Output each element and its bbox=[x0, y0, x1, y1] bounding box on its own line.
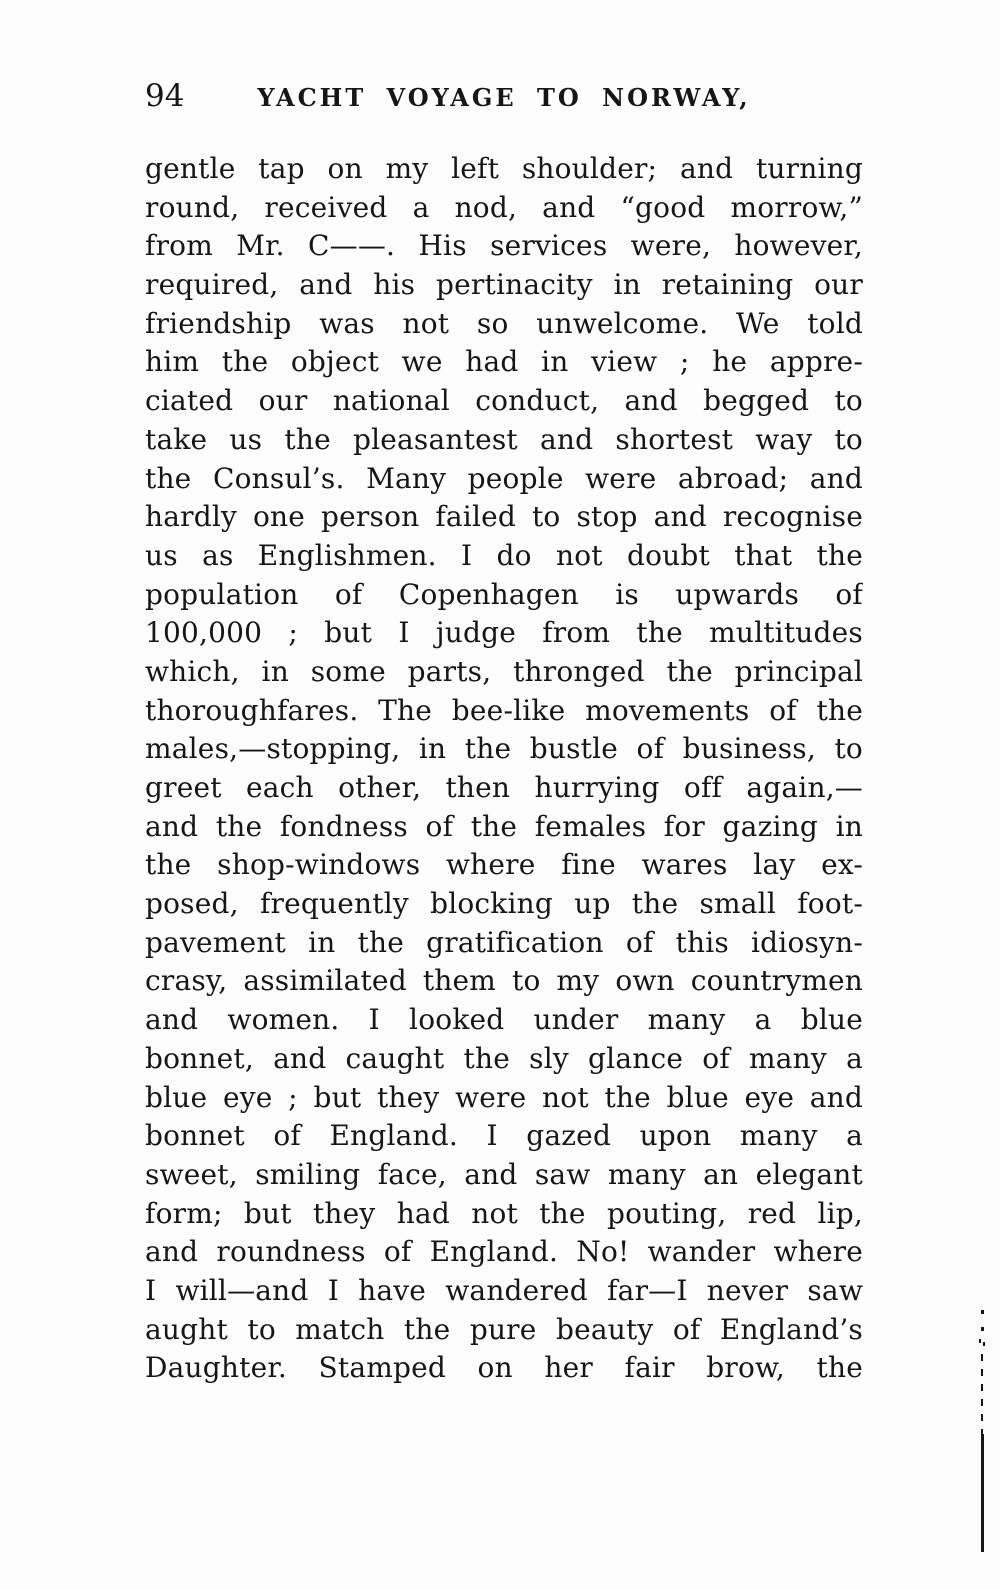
scan-speck bbox=[979, 1339, 981, 1343]
text-line: crasy, assimilated them to my own countrymen bbox=[145, 964, 863, 998]
text-line: the shop-windows where fine wares lay ex- bbox=[145, 848, 863, 882]
scan-artifact-dashed-segment bbox=[981, 1354, 983, 1434]
text-line: 100,000 ; but I judge from the multitudes bbox=[145, 616, 863, 650]
text-line: form; but they had not the pouting, red lip, bbox=[145, 1196, 863, 1230]
text-line: males,—stopping, in the bustle of business, to bbox=[145, 732, 863, 766]
text-line: hardly one person failed to stop and recognise bbox=[145, 500, 863, 534]
text-line: greet each other, then hurrying off again,— bbox=[145, 771, 863, 804]
scan-artifact-line bbox=[978, 1310, 986, 1555]
scan-speck bbox=[983, 1342, 985, 1346]
text-line: and the fondness of the females for gazing in bbox=[145, 809, 863, 843]
text-line: him the object we had in view ; he appre- bbox=[145, 345, 863, 379]
text-line: gentle tap on my left shoulder; and turning bbox=[145, 152, 863, 185]
scan-artifact-solid-segment bbox=[981, 1434, 984, 1552]
text-line: and women. I looked under many a blue bbox=[145, 1003, 863, 1037]
text-line: Daughter. Stamped on her fair brow, the bbox=[145, 1351, 863, 1385]
text-line: thoroughfares. The bee-like movements of the bbox=[145, 693, 863, 727]
text-line: population of Copenhagen is upwards of bbox=[145, 577, 863, 611]
text-line: friendship was not so unwelcome. We told bbox=[145, 306, 863, 340]
text-line: bonnet of England. I gazed upon many a bbox=[145, 1119, 863, 1153]
text-line: which, in some parts, thronged the principal bbox=[145, 654, 863, 688]
running-head bbox=[145, 78, 863, 118]
running-title: YACHT VOYAGE TO NORWAY, bbox=[257, 83, 751, 112]
page-number: 94 bbox=[145, 78, 185, 114]
text-line: the Consul’s. Many people were abroad; and bbox=[145, 461, 863, 495]
scan-speck bbox=[981, 1327, 984, 1331]
text-line: ciated our national conduct, and begged to bbox=[145, 384, 863, 418]
text-line: and roundness of England. No! wander where bbox=[145, 1235, 863, 1269]
text-line: pavement in the gratification of this idiosyn- bbox=[145, 925, 863, 959]
text-line: aught to match the pure beauty of England’s bbox=[145, 1312, 863, 1346]
text-line: sweet, smiling face, and saw many an elegant bbox=[145, 1157, 863, 1191]
text-line: blue eye ; but they were not the blue eye and bbox=[145, 1080, 863, 1114]
text-line: take us the pleasantest and shortest way to bbox=[145, 422, 863, 456]
text-line: round, received a nod, and “good morrow,” bbox=[145, 190, 863, 224]
text-line: required, and his pertinacity in retaining our bbox=[145, 268, 863, 302]
scan-speck bbox=[981, 1310, 984, 1314]
text-line: posed, frequently blocking up the small foot- bbox=[145, 887, 863, 921]
text-line: us as Englishmen. I do not doubt that the bbox=[145, 538, 863, 572]
text-line: bonnet, and caught the sly glance of many a bbox=[145, 1041, 863, 1075]
text-line: I will—and I have wandered far—I never saw bbox=[145, 1273, 863, 1307]
text-line: from Mr. C——. His services were, however, bbox=[145, 229, 863, 263]
text-block bbox=[145, 150, 863, 1388]
